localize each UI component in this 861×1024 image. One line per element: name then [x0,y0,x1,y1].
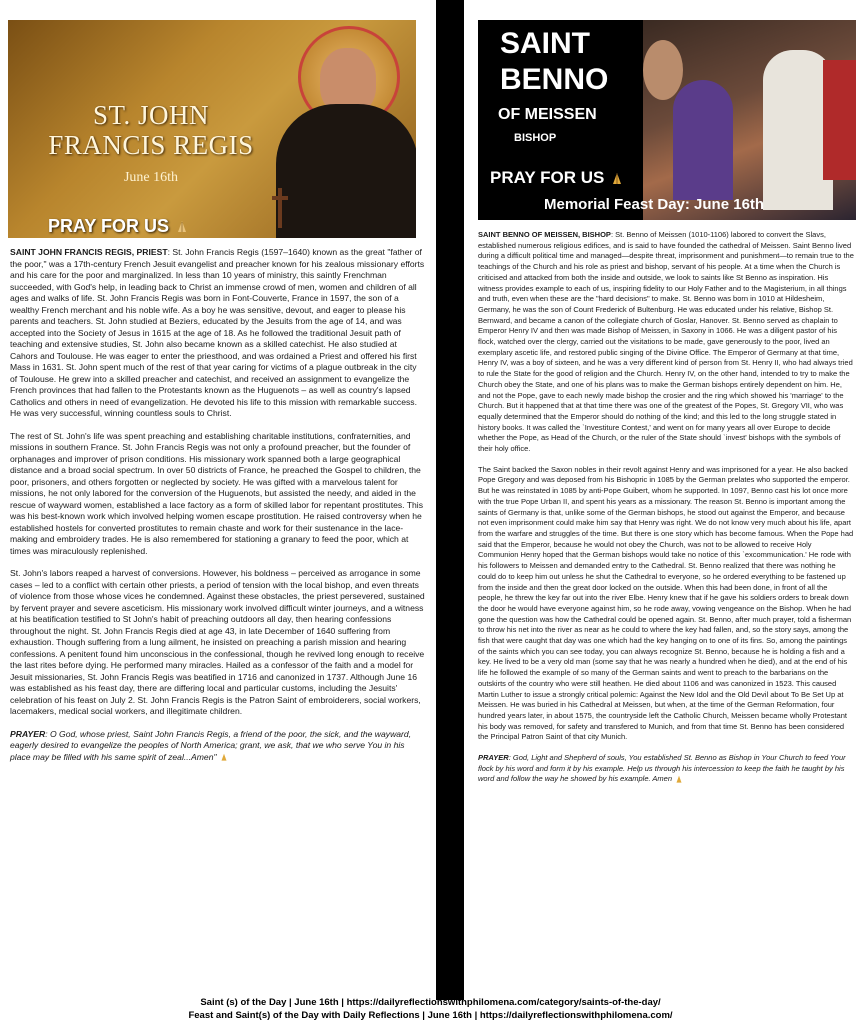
painting-image [643,20,856,220]
benno-banner [478,20,856,220]
pray-for-us: PRAY FOR US [490,168,625,188]
right-column [470,0,858,795]
paragraph: The rest of St. John's life was spent preaching and establishing charitable institutions, confraternities, and missions in southern France. St. John Francis Regis was not only a profound preacher, but the founder of orphanages and improver of prison conditions. His missionary work spanned both a large geographical distance and a broad social spectrum. In over 50 districts of France, he preached the Gospel to children, the poor, prisoners, and others forgotten or neglected by society. He was gifted with a marvelous talent for missions, he not only labored for the conversion of the Huguenots, but assisted the needy, and aided in the rescue of wayward women, established a lace factory as a form of skilled labor for repentant prostitutes. This was his best-known work which involved helping women escape prostitution. He raised controversy when he established hostels for converted prostitutes to remain chaste and work for their sustenance in the lace-making and embroidery trades. He is also remembered for stationing a granary to feed the poor, which at times was miraculously replenished. [10,430,424,556]
paragraph: SAINT JOHN FRANCIS REGIS, PRIEST: St. John Francis Regis (1597–1640) known as the great "father of the poor," was a 17th-century French Jesuit evangelist and preacher known for his zealous missionary efforts and his care for the poor and marginalized. In less than 10 years of ministry, this saintly Frenchman succeeded, with God's help, in leading back to Christ an immense crowd of men, women and children of all ages and walks of life. St. John Francis Regis was born in Font-Couverte, France in 1597, the son of a wealthy French merchant and his noble wife. As a boy he was sensitive, devout, and eager to please his parents and teachers. St. John studied at Beziers, educated by the Jesuits from the age of 14, and was accepted into the Society of Jesus in 1615 at the age of 18. As he followed the traditional Jesuit path of teaching and extensive studies, St. John also became known as a skilled catechist. He also studied at Cahors and Toulouse. He was eager to enter the priesthood, and was ordained a Priest and offered his first Mass in 1631. St. John spent much of the rest of that year caring for victims of a plague outbreak in the city of Toulouse. He grew into a skilled preacher and catechist, and received an assignment to evangelize the French provinces that had fallen to the Protestants known as the Huguenots – as well as country's lapsed Catholics and others in need of evangelization. He devoted his life to this mission with remarkable success. He was very successful, winning countless souls to Christ. [10,247,425,418]
praying-hands-icon [609,173,625,185]
praying-hands-icon [219,753,229,762]
prayer: PRAYER: O God, whose priest, Saint John Francis Regis, a friend of the poor, the sick, and the wayward, eagerly desired to evangelize the peoples of North America; grant, we ask, that we who serve You in his place may be filled with his same spirit of zeal...Amen" [10,728,412,762]
praying-hands-icon [174,221,190,233]
paragraph: SAINT BENNO OF MEISSEN, BISHOP: St. Benno of Meissen (1010-1106) labored to convert the Slavs, established numerous religious edifices, and is said to have founded the cathedral of Meissen. Saint Benno lived during a difficult political time and managed—despite threat, imprisonment and punishment—to remain true to the teachings of the Church and his role as priest and bishop, servant of his people. At a time when the Church is criticised and attacked from both the inside and outside, we look to saints like St Benno as inspiration. His witness provides example to each of us, inspiring fidelity to our Holy Father and to the Magisterium, in all things and truth, even when these are the "hard decisions" to make. St. Benno was born in 1010 at Hildesheim, Germany, he was the son of Count Frederick of Bultenburg. He was educated under his relative, Bishop St. Bernward, and became a canon of the collegiate church of Goslar, Hanover. St. Benno served as chaplain to Emperor Henry IV and then was made Bishop of Meissen, in Saxony in 1066. He was a diligent pastor of his flock, watched over the clergy, carried out the visitations to be made, gave generously to the poor, lived an exemplary ascetic life, and restored public singing of the Divine Office. The Emperor of Germany at that time, Henry IV, was a boy of sixteen, and he was a very different kind of person from St. Henry II, who had always tried to rule the State for the good of religion and the Church. Henry IV, on the other hand, intended to try to make the Church obey the State, and one of his plans was to make the German bishops entirely dependent on him. He, and not the Pope, gave to each newly made bishop the crosier and the ring which showed his 'marriage' to the Church. But it happened that at that time there was one of the greatest of the Popes, St. Gregory VII, who was equally determined that the Emperor should do nothing of the kind; and this led to the long struggle stated in history books. It was called the `Investiture Contest,' and went on for many years all over Europe to decide whether the Pope, as Head of the Church, or the ruler of the State should `invest' bishops with the symbols of their holy office. [478,230,854,454]
banner-date: June 16th [123,170,179,185]
paragraph: St. John's labors reaped a harvest of conversions. However, his boldness – perceived as arrogance in some cases – led to a conflict with certain other priests, a period of tension with the local bishop, and even threats of violence from those whose vices he condemned. Against these obstacles, the priest persevered, sustained by fervent prayer and severe asceticism. His missionary work involved difficult winter journeys, and a witness at his beatification testified to St John's habit of preaching outdoors all day, then hearing confessions throughout the night. St. John Francis Regis died at age 43, in late December of 1640 suffering from exhaustion. Though suffering from a lung ailment, he insisted on preaching a parish mission and hearing confessions. A penitent found him unconscious in the confessional, though he revived long enough to receive the last rites before dying. He performed many miracles. Hailed as a confessor of the faith and a model for Jesuit missionaries, St. John Francis Regis was beatified in 1716 and canonized in 1737. Although June 16 was established as his feast day, there are differing local and particular customs, including the Jesuits' celebration of his feast on July 2. St. John Francis Regis is the Patron Saint of embroiderers, social workers, lacemakers, medical social workers, and illegitimate children. [10,568,425,716]
saint-portrait-robe [276,104,416,238]
banner-subtitle: OF MEISSEN [498,106,597,123]
benno-text [478,230,854,785]
banner-title: SAINT BENNO [500,27,609,96]
footer-line-1: Saint (s) of the Day | June 16th | https://dailyreflectionswithphilomena.com/category/saints-of-the-day/ [200,997,661,1008]
banner-title: ST. JOHN FRANCIS REGIS [48,100,254,160]
banner-feast-day: Memorial Feast Day: June 16th [544,196,765,213]
john-francis-regis-text [10,247,426,763]
banner-role: BISHOP [514,132,557,144]
prayer: PRAYER: God, Light and Shepherd of souls, You established St. Benno as Bishop in Your Church to feed Your flock by his word and form it by his example. Help us through his intercession to keep the faith he taught by his word and follow the way he showed by his example. Amen [478,753,846,784]
praying-hands-icon [674,775,684,784]
center-divider [436,0,464,1000]
footer [0,996,861,1022]
john-francis-regis-banner [8,20,416,238]
footer-line-2: Feast and Saint(s) of the Day with Daily Reflections | June 16th | https://dailyreflectionswithphilomena.com/ [188,1010,673,1021]
crucifix-icon [270,188,290,228]
pray-for-us: PRAY FOR US [48,216,190,237]
paragraph: The Saint backed the Saxon nobles in their revolt against Henry and was imprisoned for a year. He also backed Pope Gregory and was deposed from his Bishopric in 1085 by the German prelates who supported the emperor. But he was reinstated in 1085 by anti-Pope Guibert, whom he supported. In 1097, Benno cast his lot once more with the true Pope Urban II, and spent his years as a missionary. The reason St. Benno is important among the saints of Germany is that, unlike some of the German bishops, he stood out against the Emperor, and because not even imprisonment could make him say that Henry was right. We do not know very much about his life, apart from the warfare and struggles of the time. But there is one story which has become famous. When the Pope had said that the Emperor, because he would not obey the Church, was not to be allowed to receive Holy Communion Henry hoped that the German bishops would take no notice of this `excommunication.' He rode with his followers to Meissen and demanded entry to the Cathedral. St. Benno realized that there was nothing he could do to keep him out unless he shut the Cathedral to everyone, so he ordered everything to be fastened up from the inside and then the great door locked on the outside. When this had been done, in front of all the people, he threw the key far out into the river Elbe. Henry knew that if he gave his soldiers orders to break down the door he would have everyone against him, so he rode away, vowing vengeance on the Bishop. When he had gone the question was how the Cathedral could be opened again. St. Benno, after much prayer, told a fisherman to throw his net into the river as near as he could to where the key had fallen, and, so the story says, among the fish that were caught that day was one which had the key hanging on to one of its fins. So, among the paintings of the saints which you can see today, you can always recognize St. Benno, because he is holding a fish and a key. He lived to be a very old man (some say that he was nearly a hundred when he died), and at the end of his life he followed the example of so many of the German saints and went to preach to the barbarians on the outskirts of the country who were still heathen. He died about 1106 and was canonized in 1523. This caused Martin Luther to issue a strongly critical polemic: Against the New Idol and the Old Devil about To Be Set Up at Meissen. He was buried in his Cathedral at Meissen, but when, at the time of the German Reformation, four hundred years later, in about 1575, the countryside left the Catholic Church, Meissen became wholly Protestant his body was removed, for safety and transfered to Munich, and from that time St. Benno has been considered the Principal Patron Saint of that city Munich. [478,464,854,742]
left-column [4,0,434,774]
